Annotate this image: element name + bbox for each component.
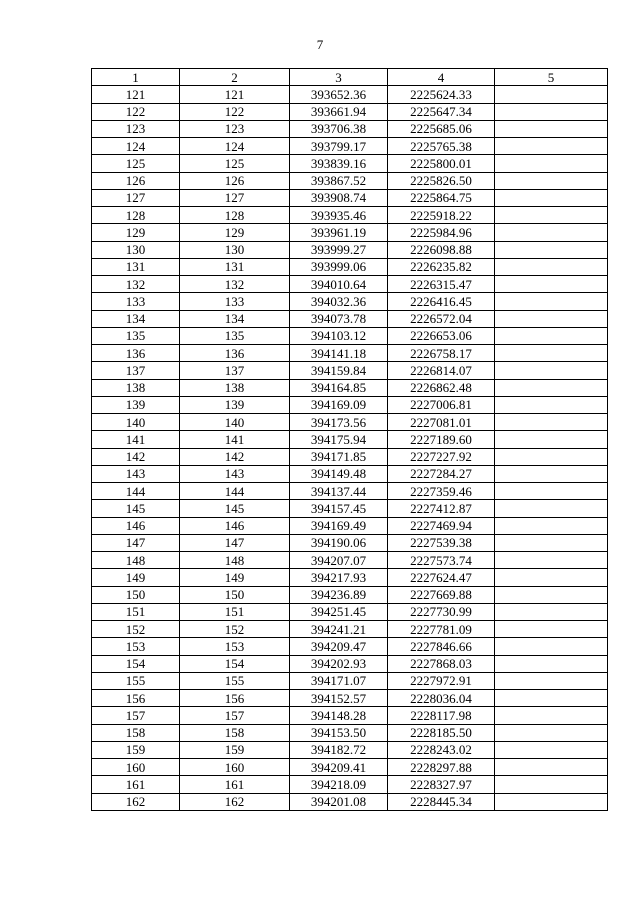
table-cell <box>495 189 608 206</box>
table-cell: 131 <box>92 258 180 275</box>
table-cell: 162 <box>180 793 290 810</box>
table-cell: 394149.48 <box>290 465 388 482</box>
table-row <box>92 552 608 569</box>
table-row <box>92 258 608 275</box>
table-cell: 2228445.34 <box>388 793 495 810</box>
table-cell: 393706.38 <box>290 120 388 137</box>
table-cell: 143 <box>92 465 180 482</box>
table-row <box>92 310 608 327</box>
table-cell <box>495 86 608 103</box>
table-cell: 146 <box>180 517 290 534</box>
table-cell: 394173.56 <box>290 414 388 431</box>
column-header: 3 <box>290 69 388 86</box>
table-cell: 152 <box>92 621 180 638</box>
table-cell: 394241.21 <box>290 621 388 638</box>
table-row <box>92 207 608 224</box>
table-cell <box>495 120 608 137</box>
table-cell: 129 <box>180 224 290 241</box>
table-header-row <box>92 69 608 86</box>
table-cell: 394209.47 <box>290 638 388 655</box>
table-cell: 145 <box>92 500 180 517</box>
table-cell: 131 <box>180 258 290 275</box>
table-row <box>92 707 608 724</box>
table-cell: 147 <box>92 534 180 551</box>
table-cell <box>495 396 608 413</box>
table-cell: 126 <box>180 172 290 189</box>
table-cell: 2226235.82 <box>388 258 495 275</box>
table-cell: 394148.28 <box>290 707 388 724</box>
table-cell: 394209.41 <box>290 759 388 776</box>
table-cell: 2225800.01 <box>388 155 495 172</box>
table-row <box>92 569 608 586</box>
column-header: 5 <box>495 69 608 86</box>
table-cell: 394103.12 <box>290 327 388 344</box>
table-cell: 149 <box>92 569 180 586</box>
table-cell: 2226758.17 <box>388 345 495 362</box>
table-cell <box>495 724 608 741</box>
table-row <box>92 396 608 413</box>
table-cell: 139 <box>92 396 180 413</box>
table-cell: 146 <box>92 517 180 534</box>
table-cell: 156 <box>180 690 290 707</box>
table-cell: 394157.45 <box>290 500 388 517</box>
table-cell: 394073.78 <box>290 310 388 327</box>
table-row <box>92 741 608 758</box>
table-cell: 144 <box>92 483 180 500</box>
table-row <box>92 345 608 362</box>
table-cell: 394201.08 <box>290 793 388 810</box>
table-row <box>92 776 608 793</box>
column-header: 1 <box>92 69 180 86</box>
table-row <box>92 327 608 344</box>
table-cell <box>495 638 608 655</box>
table-cell: 2227972.91 <box>388 672 495 689</box>
table-cell: 154 <box>92 655 180 672</box>
table-cell: 2227669.88 <box>388 586 495 603</box>
table-cell <box>495 138 608 155</box>
table-cell: 393799.17 <box>290 138 388 155</box>
table-cell: 124 <box>92 138 180 155</box>
table-cell: 393999.06 <box>290 258 388 275</box>
table-cell <box>495 483 608 500</box>
table-cell: 127 <box>180 189 290 206</box>
table-row <box>92 103 608 120</box>
table-cell: 394251.45 <box>290 603 388 620</box>
table-cell: 150 <box>92 586 180 603</box>
table-row <box>92 414 608 431</box>
table-cell: 158 <box>180 724 290 741</box>
table-cell: 2227730.99 <box>388 603 495 620</box>
table-row <box>92 534 608 551</box>
table-cell: 394171.07 <box>290 672 388 689</box>
table-cell: 151 <box>180 603 290 620</box>
table-row <box>92 224 608 241</box>
table-cell: 148 <box>180 552 290 569</box>
table-row <box>92 603 608 620</box>
table-cell: 2227573.74 <box>388 552 495 569</box>
table-cell: 122 <box>92 103 180 120</box>
table-cell: 130 <box>92 241 180 258</box>
table-cell: 136 <box>92 345 180 362</box>
table-cell: 2225918.22 <box>388 207 495 224</box>
table-cell: 128 <box>92 207 180 224</box>
table-cell: 394159.84 <box>290 362 388 379</box>
table-cell: 2227624.47 <box>388 569 495 586</box>
table-cell <box>495 707 608 724</box>
table-cell <box>495 293 608 310</box>
table-cell: 145 <box>180 500 290 517</box>
table-cell: 159 <box>92 741 180 758</box>
table-cell <box>495 552 608 569</box>
table-cell <box>495 655 608 672</box>
table-cell: 141 <box>180 431 290 448</box>
table-cell: 394169.49 <box>290 517 388 534</box>
table-cell <box>495 603 608 620</box>
table-cell: 2228117.98 <box>388 707 495 724</box>
table-cell <box>495 517 608 534</box>
table-cell: 2226814.07 <box>388 362 495 379</box>
page-number: 7 <box>316 37 324 52</box>
table-cell: 123 <box>180 120 290 137</box>
table-cell: 153 <box>180 638 290 655</box>
table-row <box>92 379 608 396</box>
table-row <box>92 172 608 189</box>
table-row <box>92 793 608 810</box>
column-header: 4 <box>388 69 495 86</box>
table-cell: 151 <box>92 603 180 620</box>
table-cell <box>495 690 608 707</box>
table-cell: 393661.94 <box>290 103 388 120</box>
table-cell: 2226862.48 <box>388 379 495 396</box>
table-cell: 394182.72 <box>290 741 388 758</box>
table-cell <box>495 241 608 258</box>
table-cell: 138 <box>180 379 290 396</box>
table-cell: 156 <box>92 690 180 707</box>
table-cell: 2227846.66 <box>388 638 495 655</box>
table-cell: 124 <box>180 138 290 155</box>
table-cell: 393652.36 <box>290 86 388 103</box>
table-cell: 2225647.34 <box>388 103 495 120</box>
table-cell: 394218.09 <box>290 776 388 793</box>
table-cell: 121 <box>180 86 290 103</box>
table-cell: 138 <box>92 379 180 396</box>
table-cell: 121 <box>92 86 180 103</box>
table-body <box>92 86 608 811</box>
table-cell: 134 <box>180 310 290 327</box>
table-cell: 142 <box>180 448 290 465</box>
table-cell <box>495 793 608 810</box>
table-row <box>92 586 608 603</box>
table-cell: 2227359.46 <box>388 483 495 500</box>
table-cell: 133 <box>180 293 290 310</box>
table-cell: 393999.27 <box>290 241 388 258</box>
table-cell: 394190.06 <box>290 534 388 551</box>
table-cell: 2226416.45 <box>388 293 495 310</box>
table-cell: 2228036.04 <box>388 690 495 707</box>
table-cell: 134 <box>92 310 180 327</box>
table-cell: 394152.57 <box>290 690 388 707</box>
table-cell <box>495 103 608 120</box>
table-row <box>92 276 608 293</box>
table-cell: 394202.93 <box>290 655 388 672</box>
table-cell: 394171.85 <box>290 448 388 465</box>
table-cell: 394010.64 <box>290 276 388 293</box>
table-row <box>92 672 608 689</box>
table-cell: 393908.74 <box>290 189 388 206</box>
table-cell: 2228297.88 <box>388 759 495 776</box>
table-cell: 127 <box>92 189 180 206</box>
table-row <box>92 690 608 707</box>
table-cell: 2227469.94 <box>388 517 495 534</box>
table-cell: 2225984.96 <box>388 224 495 241</box>
table-cell <box>495 327 608 344</box>
table-cell: 2228327.97 <box>388 776 495 793</box>
table-cell: 132 <box>180 276 290 293</box>
table-cell: 132 <box>92 276 180 293</box>
table-cell: 142 <box>92 448 180 465</box>
table-cell: 141 <box>92 431 180 448</box>
table-cell <box>495 379 608 396</box>
table-cell: 155 <box>180 672 290 689</box>
table-cell: 126 <box>92 172 180 189</box>
table-cell: 125 <box>92 155 180 172</box>
table-cell: 135 <box>92 327 180 344</box>
table-cell <box>495 759 608 776</box>
table-cell: 2227284.27 <box>388 465 495 482</box>
table-cell: 2227868.03 <box>388 655 495 672</box>
table-cell: 161 <box>180 776 290 793</box>
table-cell <box>495 776 608 793</box>
table-cell: 157 <box>92 707 180 724</box>
table-cell <box>495 276 608 293</box>
table-cell: 158 <box>92 724 180 741</box>
table-cell: 2225765.38 <box>388 138 495 155</box>
table-row <box>92 724 608 741</box>
table-cell <box>495 431 608 448</box>
table-cell: 154 <box>180 655 290 672</box>
table-cell <box>495 207 608 224</box>
table-cell: 394164.85 <box>290 379 388 396</box>
table-cell <box>495 569 608 586</box>
table-cell: 140 <box>92 414 180 431</box>
table-cell: 139 <box>180 396 290 413</box>
table-cell <box>495 155 608 172</box>
table-cell: 2227227.92 <box>388 448 495 465</box>
table-cell: 160 <box>180 759 290 776</box>
table-cell: 394175.94 <box>290 431 388 448</box>
table-cell <box>495 414 608 431</box>
table-cell: 2227781.09 <box>388 621 495 638</box>
table-cell: 394236.89 <box>290 586 388 603</box>
table-cell: 2227412.87 <box>388 500 495 517</box>
table-cell: 2225826.50 <box>388 172 495 189</box>
table-row <box>92 621 608 638</box>
table-cell: 394032.36 <box>290 293 388 310</box>
table-cell: 2226098.88 <box>388 241 495 258</box>
table-cell: 125 <box>180 155 290 172</box>
table-cell: 130 <box>180 241 290 258</box>
table-cell <box>495 172 608 189</box>
table-row <box>92 483 608 500</box>
table-cell: 152 <box>180 621 290 638</box>
table-cell <box>495 448 608 465</box>
table-row <box>92 448 608 465</box>
table-cell: 2225685.06 <box>388 120 495 137</box>
table-cell: 2227081.01 <box>388 414 495 431</box>
table-cell: 2226572.04 <box>388 310 495 327</box>
table-cell: 150 <box>180 586 290 603</box>
table-cell: 159 <box>180 741 290 758</box>
table-cell <box>495 310 608 327</box>
table-cell: 140 <box>180 414 290 431</box>
table-cell: 2228185.50 <box>388 724 495 741</box>
table-cell <box>495 345 608 362</box>
table-row <box>92 189 608 206</box>
table-cell: 157 <box>180 707 290 724</box>
table-cell: 2228243.02 <box>388 741 495 758</box>
table-cell: 137 <box>92 362 180 379</box>
table-cell: 129 <box>92 224 180 241</box>
table-row <box>92 241 608 258</box>
table-cell: 2227006.81 <box>388 396 495 413</box>
table-cell <box>495 258 608 275</box>
table-cell <box>495 534 608 551</box>
table-cell <box>495 741 608 758</box>
column-header: 2 <box>180 69 290 86</box>
table-cell: 2227539.38 <box>388 534 495 551</box>
table-cell: 394141.18 <box>290 345 388 362</box>
table-cell: 155 <box>92 672 180 689</box>
table-cell: 123 <box>92 120 180 137</box>
table-cell: 394169.09 <box>290 396 388 413</box>
table-cell: 128 <box>180 207 290 224</box>
table-row <box>92 500 608 517</box>
table-row <box>92 517 608 534</box>
table-cell: 137 <box>180 362 290 379</box>
table-cell: 153 <box>92 638 180 655</box>
table-cell: 394137.44 <box>290 483 388 500</box>
table-cell: 135 <box>180 327 290 344</box>
table-row <box>92 465 608 482</box>
table-cell <box>495 621 608 638</box>
table-cell: 393839.16 <box>290 155 388 172</box>
table-cell: 143 <box>180 465 290 482</box>
table-cell <box>495 672 608 689</box>
coordinates-table <box>91 68 608 811</box>
table-row <box>92 86 608 103</box>
table-cell: 136 <box>180 345 290 362</box>
table-cell: 122 <box>180 103 290 120</box>
table-cell <box>495 465 608 482</box>
table-cell: 394217.93 <box>290 569 388 586</box>
table-cell: 147 <box>180 534 290 551</box>
table-cell: 2226653.06 <box>388 327 495 344</box>
table-cell: 393961.19 <box>290 224 388 241</box>
table-cell <box>495 586 608 603</box>
table-cell: 2225624.33 <box>388 86 495 103</box>
table-row <box>92 638 608 655</box>
table-cell <box>495 500 608 517</box>
table-cell: 133 <box>92 293 180 310</box>
table-cell: 393935.46 <box>290 207 388 224</box>
table-cell: 144 <box>180 483 290 500</box>
table-row <box>92 293 608 310</box>
table-row <box>92 120 608 137</box>
table-cell: 149 <box>180 569 290 586</box>
table-cell: 2225864.75 <box>388 189 495 206</box>
table-cell <box>495 362 608 379</box>
table-cell: 2227189.60 <box>388 431 495 448</box>
table-cell: 161 <box>92 776 180 793</box>
table-cell: 160 <box>92 759 180 776</box>
table-row <box>92 655 608 672</box>
table-row <box>92 431 608 448</box>
table-row <box>92 155 608 172</box>
table-cell: 2226315.47 <box>388 276 495 293</box>
table-cell: 393867.52 <box>290 172 388 189</box>
table-row <box>92 759 608 776</box>
table-row <box>92 362 608 379</box>
table-cell: 162 <box>92 793 180 810</box>
table-row <box>92 138 608 155</box>
table-cell: 394153.50 <box>290 724 388 741</box>
table-cell: 148 <box>92 552 180 569</box>
table-cell <box>495 224 608 241</box>
table-cell: 394207.07 <box>290 552 388 569</box>
